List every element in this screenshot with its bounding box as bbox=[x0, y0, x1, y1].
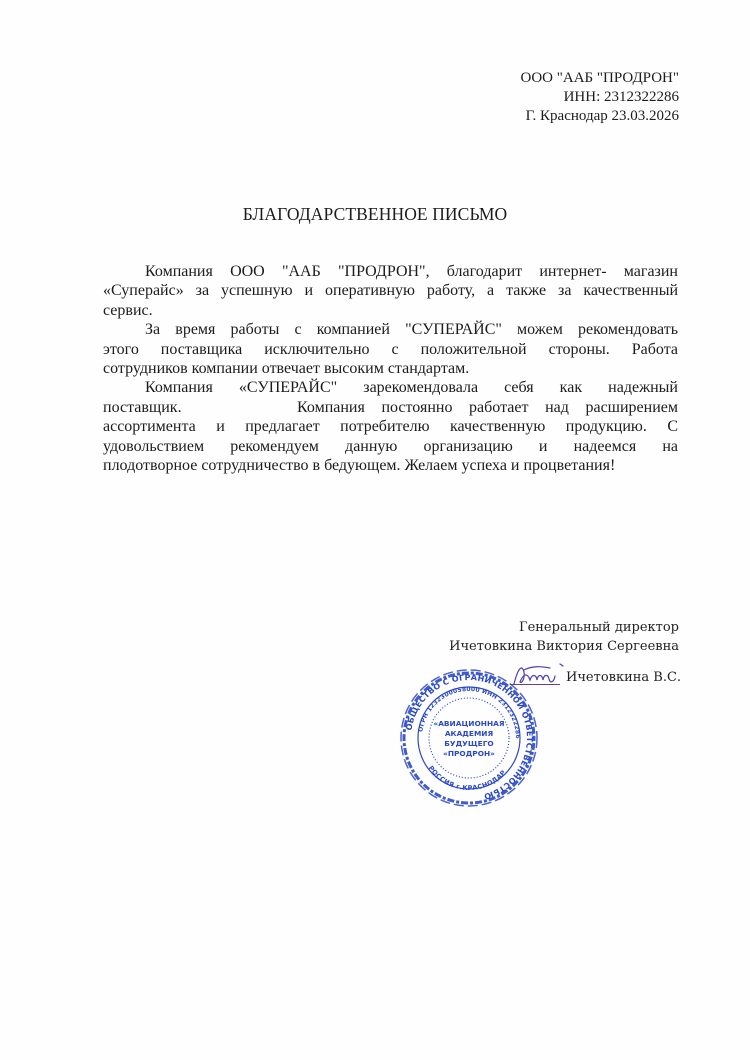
signature-block bbox=[449, 618, 679, 656]
body-line-split bbox=[103, 398, 678, 417]
signer-full-name: Ичетовкина Виктория Сергеевна bbox=[449, 639, 679, 654]
company-name: ООО "ААБ "ПРОДРОН" bbox=[520, 70, 679, 86]
body-line: ассортимента и предлагает потребителю качественную продукцию. С bbox=[103, 418, 678, 436]
handwritten-signature-icon bbox=[510, 662, 570, 690]
stamp-center-line: «ПРОДРОН» bbox=[443, 749, 495, 758]
body-line: сотрудников компании отвечает высоким стандартам. bbox=[103, 359, 470, 377]
letter-header bbox=[520, 69, 679, 126]
body-line: сервис. bbox=[103, 301, 153, 319]
body-line: Компания постоянно работает над расширением bbox=[297, 398, 678, 416]
stamp-inner-text: ОГРН 1232300058000 ИНН 2312322286 bbox=[417, 685, 522, 739]
body-line: поставщик. bbox=[103, 398, 182, 416]
stamp-outer-text: ОБЩЕСТВО С ОГРАНИЧЕННОЙ ОТВЕТСТВЕННОСТЬЮ bbox=[404, 672, 535, 802]
letter-body bbox=[103, 262, 678, 475]
signer-position: Генеральный директор bbox=[518, 620, 679, 635]
letter-title: БЛАГОДАРСТВЕННОЕ ПИСЬМО bbox=[242, 204, 508, 224]
body-line: «Суперайс» за успешную и оперативную работу, а также за качественный bbox=[103, 282, 678, 300]
stamp-center-line: БУДУЩЕГО bbox=[444, 739, 494, 748]
stamp-center-line: АКАДЕМИЯ bbox=[444, 729, 494, 738]
body-line: За время работы с компанией "СУПЕРАЙС" можем рекомендовать bbox=[145, 321, 678, 339]
stamp-center-line: «АВИАЦИОННАЯ bbox=[433, 719, 505, 728]
city-date: Г. Краснодар 23.03.2026 bbox=[525, 108, 679, 124]
signature-line bbox=[510, 684, 560, 685]
body-line: Компания «СУПЕРАЙС" зарекомендовала себя как надежный bbox=[145, 379, 678, 397]
body-line: Компания ООО "ААБ "ПРОДРОН", благодарит интернет- магазин bbox=[145, 263, 678, 280]
body-line: этого поставщика исключительно с положительной стороны. Работа bbox=[103, 340, 678, 358]
body-line: плодотворное сотрудничество в бедующем. Желаем успеха и процветания! bbox=[103, 456, 616, 474]
stamp-bottom-text: РОССИЯ г.КРАСНОДАР bbox=[426, 764, 508, 793]
signer-short-name: Ичетовкина В.С. bbox=[566, 670, 682, 685]
company-inn: ИНН: 2312322286 bbox=[563, 89, 679, 105]
body-line: удовольствием рекомендуем данную организацию и надеемся на bbox=[103, 437, 678, 455]
